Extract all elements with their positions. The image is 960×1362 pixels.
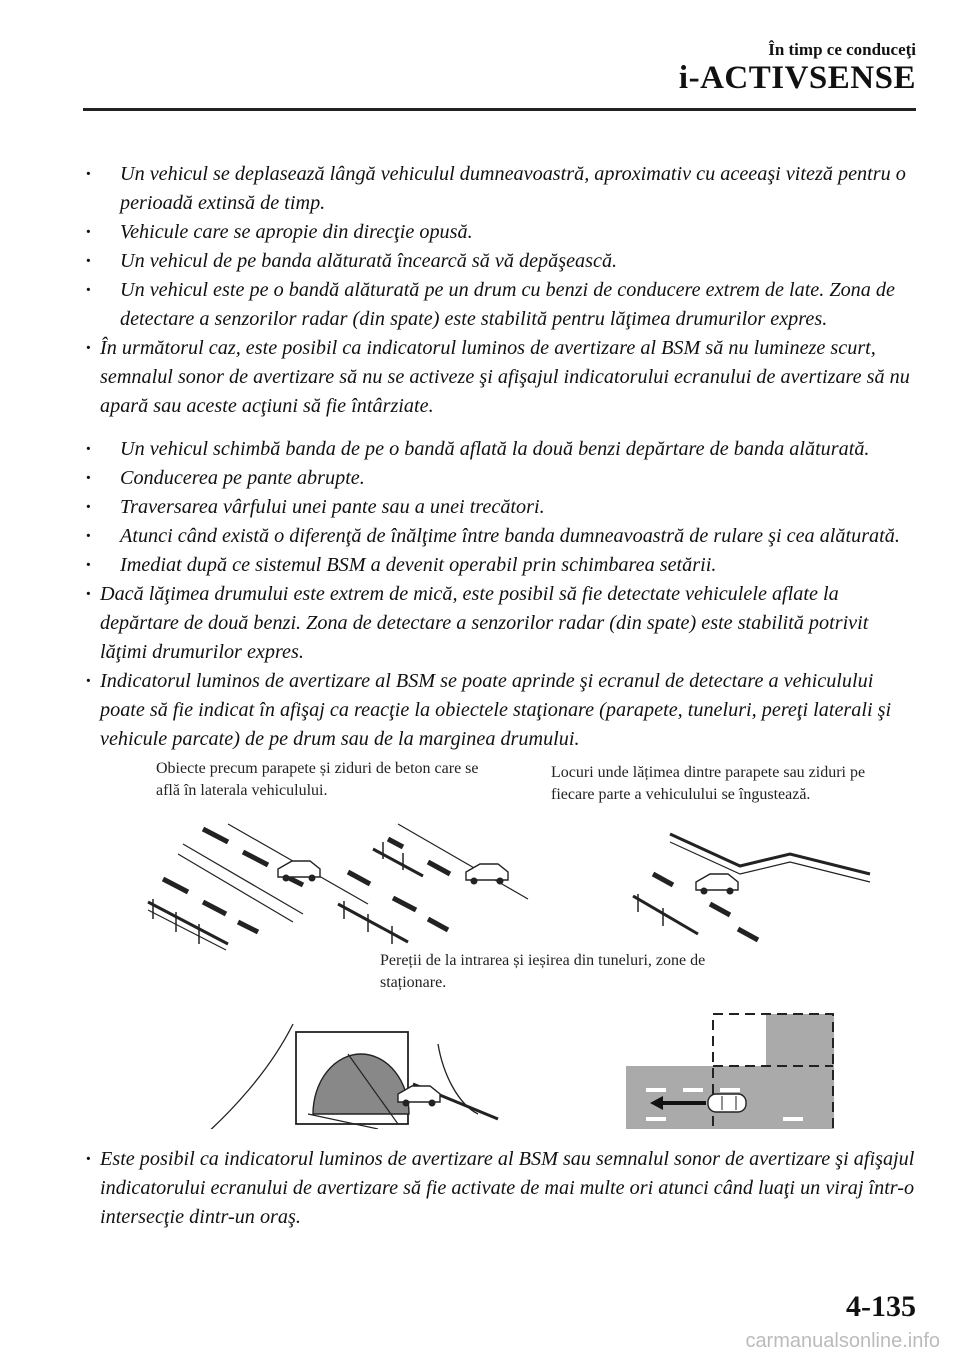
- page-number: 4-135: [846, 1290, 916, 1323]
- caption-narrowing: Locuri unde lățimea dintre parapete sau ziduri pe fiecare parte a vehiculului se îngustează.: [551, 764, 866, 803]
- car-icon: [696, 874, 738, 894]
- bullets-top: [98, 160, 920, 754]
- bullet-item: · Imediat după ce sistemul BSM a devenit operabil prin schimbarea setării.: [98, 551, 920, 580]
- bullet-item: · Atunci când există o diferenţă de înălţime între banda dumneavoastră de rulare şi cea alăturată.: [98, 522, 920, 551]
- bullet-item: · Vehicule care se apropie din direcţie opusă.: [98, 218, 920, 247]
- caption-tunnel: Pereții de la intrarea și ieșirea din tuneluri, zone de staționare.: [380, 952, 706, 991]
- scene-parking-area: [626, 1014, 834, 1129]
- watermark: carmanualsonline.info: [745, 1330, 940, 1352]
- scene-guardrail-road: [148, 824, 368, 950]
- caption-guardrails: Obiecte precum parapete și ziduri de beton care se află în laterala vehiculului.: [156, 760, 479, 799]
- bullet-item: · Indicatorul luminos de avertizare al BSM se poate aprinde şi ecranul de detectare a vehiculului poate să fie indicat în afişaj ca reacţie la obiectele staţionare (parapete, tuneluri, pereţi laterali şi vehicule parcate) de pe drum sau de la marginea drumului.: [98, 667, 920, 754]
- section-label: În timp ce conduceţi: [768, 40, 916, 59]
- scene-double-guardrail: [338, 824, 528, 944]
- scene-narrowing-road: [633, 834, 870, 940]
- bullet-item: · Un vehicul de pe banda alăturată încearcă să vă depăşească.: [98, 247, 920, 276]
- scene-tunnel: [206, 1024, 498, 1129]
- stationary-objects-figure: [98, 754, 920, 1129]
- bullet-item: · Un vehicul este pe o bandă alăturată pe un drum cu benzi de conducere extrem de late. Zona de detectare a senzorilor radar (din spate) este stabilită pentru lăţimea drumurilor expres.: [98, 276, 920, 334]
- car-icon: [278, 861, 320, 881]
- bullet-item: · Conducerea pe pante abrupte.: [98, 464, 920, 493]
- bullet-item: · Un vehicul schimbă banda de pe o bandă aflată la două benzi depărtare de banda alăturată.: [98, 435, 920, 464]
- road-illustrations: [98, 754, 920, 1129]
- bullet-item: · Este posibil ca indicatorul luminos de avertizare al BSM sau semnalul sonor de avertizare şi afişajul indicatorului ecranului de avertizare să fie activate de mai multe ori atunci când luaţi un viraj într-o intersecţie dintr-un oraş.: [98, 1145, 920, 1232]
- spacer: [98, 421, 920, 435]
- bullets-bottom: [98, 1145, 920, 1232]
- bullet-item: · În următorul caz, este posibil ca indicatorul luminos de avertizare al BSM să nu lumineze scurt, semnalul sonor de avertizare să nu se activeze şi afişajul indicatorului ecranului de avertizare să nu apară sau aceste acţiuni să fie întârziate.: [98, 334, 920, 421]
- bullet-item: · Dacă lăţimea drumului este extrem de mică, este posibil să fie detectate vehiculele aflate la depărtare de două benzi. Zona de detectare a senzorilor radar (din spate) este stabilită potrivit lăţimi drumurilor expres.: [98, 580, 920, 667]
- main-content: [98, 160, 920, 1232]
- car-icon: [708, 1094, 746, 1112]
- bullet-item: · Traversarea vârfului unei pante sau a unei trecători.: [98, 493, 920, 522]
- page-title: i-ACTIVSENSE: [678, 60, 916, 96]
- header-divider: [83, 108, 916, 111]
- bullet-item: · Un vehicul se deplasează lângă vehiculul dumneavoastră, aproximativ cu aceeaşi viteză pentru o perioadă extinsă de timp.: [98, 160, 920, 218]
